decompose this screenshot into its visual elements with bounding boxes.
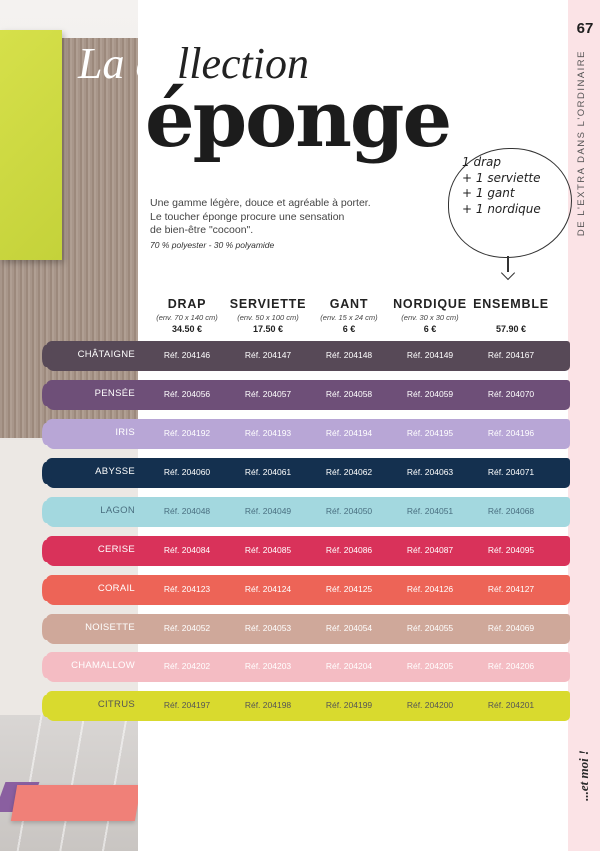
title-part-dark: llection (177, 39, 309, 88)
color-name: IRIS (115, 427, 135, 438)
color-name: CITRUS (97, 699, 135, 710)
reference-cell: Réf. 204069 (487, 623, 535, 633)
reference-cell: Réf. 204087 (406, 545, 454, 555)
reference-cell: Réf. 204167 (487, 350, 535, 360)
column-dimensions (469, 313, 553, 322)
column-price: 17.50 € (252, 324, 284, 334)
color-name: PENSÉE (94, 388, 135, 399)
column-price: 6 € (342, 324, 356, 334)
bubble-line-1: 1 drap (462, 155, 501, 169)
reference-cell: Réf. 204200 (406, 700, 454, 710)
reference-cell: Réf. 204056 (163, 389, 211, 399)
reference-cell: Réf. 204199 (325, 700, 373, 710)
intro-text (150, 197, 410, 252)
reference-cell: Réf. 204055 (406, 623, 454, 633)
reference-cell: Réf. 204196 (487, 428, 535, 438)
color-name: LAGON (100, 505, 135, 516)
color-row (46, 497, 570, 527)
color-name: NOISETTE (85, 622, 135, 633)
page-title: éponge (145, 74, 451, 165)
reference-cell: Réf. 204192 (163, 428, 211, 438)
reference-cell: Réf. 204126 (406, 584, 454, 594)
column-price: 57.90 € (495, 324, 527, 334)
color-name: CHAMALLOW (71, 660, 135, 671)
bubble-line-2: + 1 serviette (462, 170, 541, 185)
reference-cell: Réf. 204070 (487, 389, 535, 399)
reference-cell: Réf. 204149 (406, 350, 454, 360)
reference-cell: Réf. 204147 (244, 350, 292, 360)
color-row (46, 380, 570, 410)
reference-cell: Réf. 204071 (487, 467, 535, 477)
column-header-gant (307, 297, 391, 334)
reference-cell: Réf. 204048 (163, 506, 211, 516)
color-row (46, 614, 570, 644)
reference-cell: Réf. 204086 (325, 545, 373, 555)
reference-cell: Réf. 204061 (244, 467, 292, 477)
column-header-ensemble (469, 297, 553, 334)
color-name: CERISE (97, 544, 135, 555)
intro-line-1: Une gamme légère, douce et agréable à porter. (150, 197, 371, 209)
column-dimensions: (env. 50 x 100 cm) (237, 313, 299, 322)
color-row (46, 691, 570, 721)
green-towel (0, 30, 62, 260)
reference-cell: Réf. 204193 (244, 428, 292, 438)
reference-cell: Réf. 204202 (163, 661, 211, 671)
reference-cell: Réf. 204195 (406, 428, 454, 438)
arrow-down-icon (501, 266, 515, 280)
reference-cell: Réf. 204063 (406, 467, 454, 477)
reference-cell: Réf. 204123 (163, 584, 211, 594)
reference-cell: Réf. 204203 (244, 661, 292, 671)
reference-cell: Réf. 204127 (487, 584, 535, 594)
page-number: 67 (576, 20, 594, 37)
color-name: CORAIL (97, 583, 135, 594)
column-price: 34.50 € (171, 324, 203, 334)
column-name: ENSEMBLE (473, 297, 549, 311)
reference-cell: Réf. 204198 (244, 700, 292, 710)
column-header-drap (145, 297, 229, 334)
bubble-line-4: + 1 nordique (462, 201, 541, 216)
reference-cell: Réf. 204054 (325, 623, 373, 633)
color-row (46, 458, 570, 488)
color-row (46, 341, 570, 371)
column-header-serviette (226, 297, 310, 334)
intro-line-2: Le toucher éponge procure une sensation (150, 210, 345, 223)
bundle-bubble-text (462, 155, 570, 217)
reference-cell: Réf. 204197 (163, 700, 211, 710)
reference-cell: Réf. 204053 (244, 623, 292, 633)
color-row (46, 419, 570, 449)
reference-cell: Réf. 204095 (487, 545, 535, 555)
column-header-nordique (388, 297, 472, 334)
reference-cell: Réf. 204206 (487, 661, 535, 671)
column-name: GANT (329, 297, 369, 311)
reference-cell: Réf. 204057 (244, 389, 292, 399)
reference-cell: Réf. 204125 (325, 584, 373, 594)
reference-cell: Réf. 204201 (487, 700, 535, 710)
reference-cell: Réf. 204148 (325, 350, 373, 360)
reference-cell: Réf. 204049 (244, 506, 292, 516)
section-title: DE L'EXTRA DANS L'ORDINAIRE (576, 50, 587, 237)
color-name: CHÂTAIGNE (77, 349, 135, 360)
reference-cell: Réf. 204204 (325, 661, 373, 671)
color-row (46, 575, 570, 605)
reference-cell: Réf. 204084 (163, 545, 211, 555)
column-name: NORDIQUE (393, 297, 467, 311)
reference-cell: Réf. 204085 (244, 545, 292, 555)
reference-cell: Réf. 204052 (163, 623, 211, 633)
reference-cell: Réf. 204051 (406, 506, 454, 516)
column-dimensions: (env. 30 x 30 cm) (401, 313, 459, 322)
reference-cell: Réf. 204062 (325, 467, 373, 477)
column-dimensions: (env. 70 x 140 cm) (156, 313, 218, 322)
reference-cell: Réf. 204068 (487, 506, 535, 516)
column-name: DRAP (167, 297, 207, 311)
reference-cell: Réf. 204124 (244, 584, 292, 594)
column-name: SERVIETTE (229, 297, 307, 311)
intro-line-3: de bien-être "cocoon". (150, 224, 254, 236)
column-dimensions: (env. 15 x 24 cm) (320, 313, 378, 322)
reference-cell: Réf. 204205 (406, 661, 454, 671)
title-part-white: La co (78, 39, 177, 88)
reference-cell: Réf. 204194 (325, 428, 373, 438)
color-name: ABYSSE (95, 466, 135, 477)
reference-cell: Réf. 204058 (325, 389, 373, 399)
reference-cell: Réf. 204059 (406, 389, 454, 399)
color-row (46, 652, 570, 682)
reference-cell: Réf. 204146 (163, 350, 211, 360)
color-row (46, 536, 570, 566)
column-price: 6 € (423, 324, 437, 334)
bubble-line-3: + 1 gant (462, 186, 515, 200)
reference-cell: Réf. 204050 (325, 506, 373, 516)
reference-cell: Réf. 204060 (163, 467, 211, 477)
coral-mat (11, 785, 138, 821)
composition: 70 % polyester - 30 % polyamide (150, 239, 275, 250)
section-footer: ...et moi ! (576, 750, 591, 801)
